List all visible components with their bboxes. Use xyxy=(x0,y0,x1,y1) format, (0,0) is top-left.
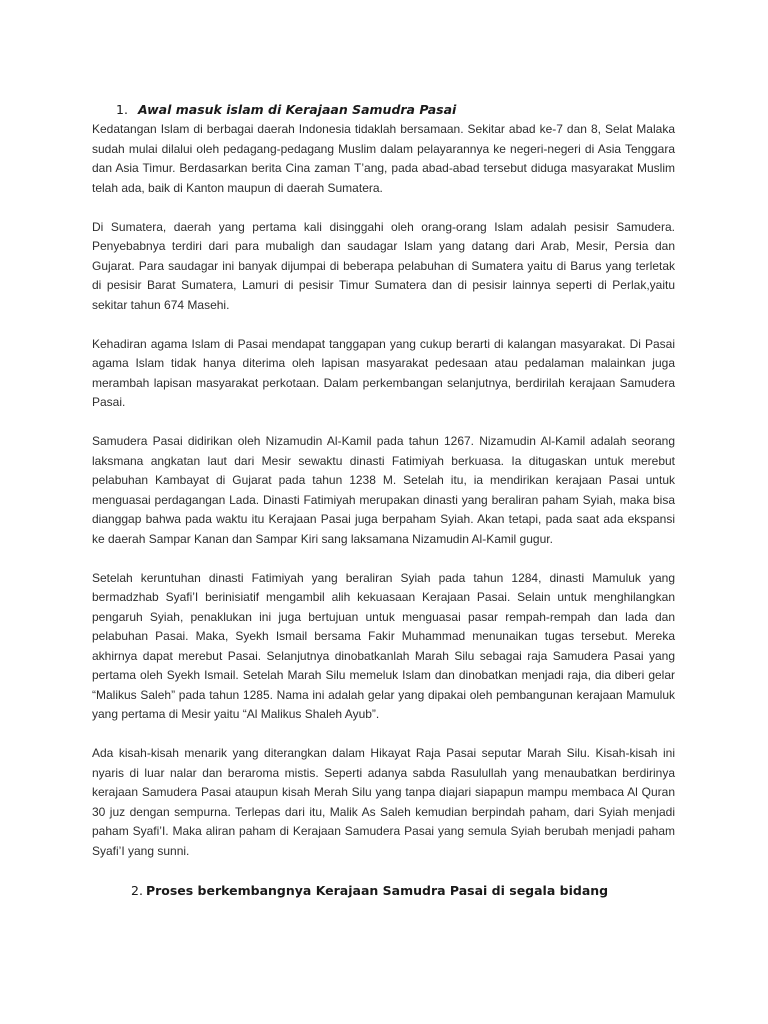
paragraph: Setelah keruntuhan dinasti Fatimiyah yang beraliran Syiah pada tahun 1284, dinasti Mamuluk yang bermadzhab Syafi’I berinisiatif mengambil alih kekuasaan Kerajaan Pasai. Selain untuk menghilangkan pengaruh Syiah, penaklukan ini juga bertujuan untuk menguasai pasar rempah-rempah dan lada dan pelabuhan Pasai. Maka, Syekh Ismail bersama Fakir Muhammad menunaikan tugas tersebut. Mereka akhirnya dapat merebut Pasai. Selanjutnya dinobatkanlah Marah Silu sebagai raja Samudera Pasai yang pertama oleh Syekh Ismail. Setelah Marah Silu memeluk Islam dan dinobatkan menjadi raja, dia diberi gelar “Malikus Saleh” pada tahun 1285. Nama ini adalah gelar yang dipakai oleh pembangunan kerajaan Mamuluk yang pertama di Mesir yaitu “Al Malikus Shaleh Ayub”. xyxy=(92,570,675,721)
paragraph: Kehadiran agama Islam di Pasai mendapat tanggapan yang cukup berarti di kalangan masyarakat. Di Pasai agama Islam tidak hanya diterima oleh lapisan masyarakat pedesaan atau pedalaman malainkan juga merambah lapisan masyarakat perkotaan. Dalam perkembangan selanjutnya, berdirilah kerajaan Samudera Pasai. xyxy=(92,336,675,409)
section-number: 2. xyxy=(131,883,143,898)
section-number: 1. xyxy=(116,102,128,117)
section-title: Awal masuk islam di Kerajaan Samudra Pasai xyxy=(138,102,457,117)
paragraph: Di Sumatera, daerah yang pertama kali disinggahi oleh orang-orang Islam adalah pesisir Samudera. Penyebabnya terdiri dari para mubaligh dan saudagar Islam yang datang dari Arab, Mesir, Persia dan Gujarat. Para saudagar ini banyak dijumpai di beberapa pelabuhan di Sumatera yaitu di Barus yang terletak di pesisir Barat Sumatera, Lamuri di pesisir Timur Sumatera dan di pesisir lainnya seperti di Perlak,yaitu sekitar tahun 674 Masehi. xyxy=(92,219,675,312)
section-heading-2 xyxy=(92,881,675,901)
section-heading-1 xyxy=(92,100,675,120)
paragraph: Ada kisah-kisah menarik yang diterangkan dalam Hikayat Raja Pasai seputar Marah Silu. Kisah-kisah ini nyaris di luar nalar dan beraroma mistis. Seperti adanya sabda Rasulullah yang menaubatkan berdirinya kerajaan Samudera Pasai ataupun kisah Merah Silu yang tanpa diajari siapapun mampu membaca Al Quran 30 juz dengan sempurna. Terlepas dari itu, Malik As Saleh kemudian berpindah paham, dari Syiah menjadi paham Syafi’I. Maka aliran paham di Kerajaan Samudera Pasai yang semula Syiah berubah menjadi paham Syafi’I yang sunni. xyxy=(92,746,675,858)
paragraph: Kedatangan Islam di berbagai daerah Indonesia tidaklah bersamaan. Sekitar abad ke-7 dan 8, Selat Malaka sudah mulai dilalui oleh pedagang-pedagang Muslim dalam pelayarannya ke negeri-negeri di Asia Tenggara dan Asia Timur. Berdasarkan berita Cina zaman T’ang, pada abad-abad tersebut diduga masyarakat Muslim telah ada, baik di Kanton maupun di daerah Sumatera. xyxy=(92,122,675,195)
section-title: Proses berkembangnya Kerajaan Samudra Pasai di segala bidang xyxy=(145,883,609,898)
document-page xyxy=(92,100,675,901)
paragraph: Samudera Pasai didirikan oleh Nizamudin Al-Kamil pada tahun 1267. Nizamudin Al-Kamil adalah seorang laksmana angkatan laut dari Mesir sewaktu dinasti Fatimiyah berkuasa. Ia ditugaskan untuk merebut pelabuhan Kambayat di Gujarat pada tahun 1238 M. Setelah itu, ia mendirikan kerajaan Pasai untuk menguasai perdagangan Lada. Dinasti Fatimiyah merupakan dinasti yang beraliran paham Syiah, maka bisa dianggap bahwa pada waktu itu Kerajaan Pasai juga berpaham Syiah. Akan tetapi, pada saat ada ekspansi ke daerah Sampar Kanan dan Sampar Kiri sang laksamana Nizamudin Al-Kamil gugur. xyxy=(92,434,675,546)
